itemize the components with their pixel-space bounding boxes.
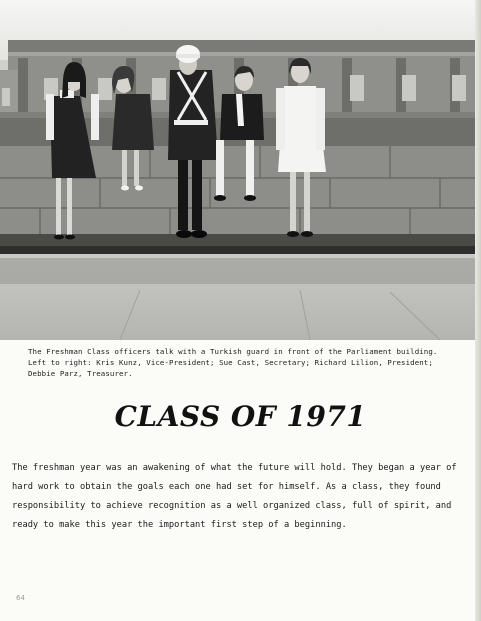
body-paragraph: The freshman year was an awakening of what the future will hold. They began a year of hard work to obtain the goals each one had set for himself. As a class, they found responsibility to achieve recognition as a well organized class, full of spirit, and ready to make this year the important first step of a beginning. <box>12 463 457 530</box>
page-edge <box>475 0 481 621</box>
page-title: CLASS OF 1971 <box>114 400 367 433</box>
page-number: 64 <box>16 594 25 602</box>
photo-caption: The Freshman Class officers talk with a Turkish guard in front of the Parliament building. Left to right: Kris Kunz, Vice-President; Sue Cast, Secretary; Richard Lilion, President; Debbie Parz, Treasurer. <box>28 347 438 378</box>
